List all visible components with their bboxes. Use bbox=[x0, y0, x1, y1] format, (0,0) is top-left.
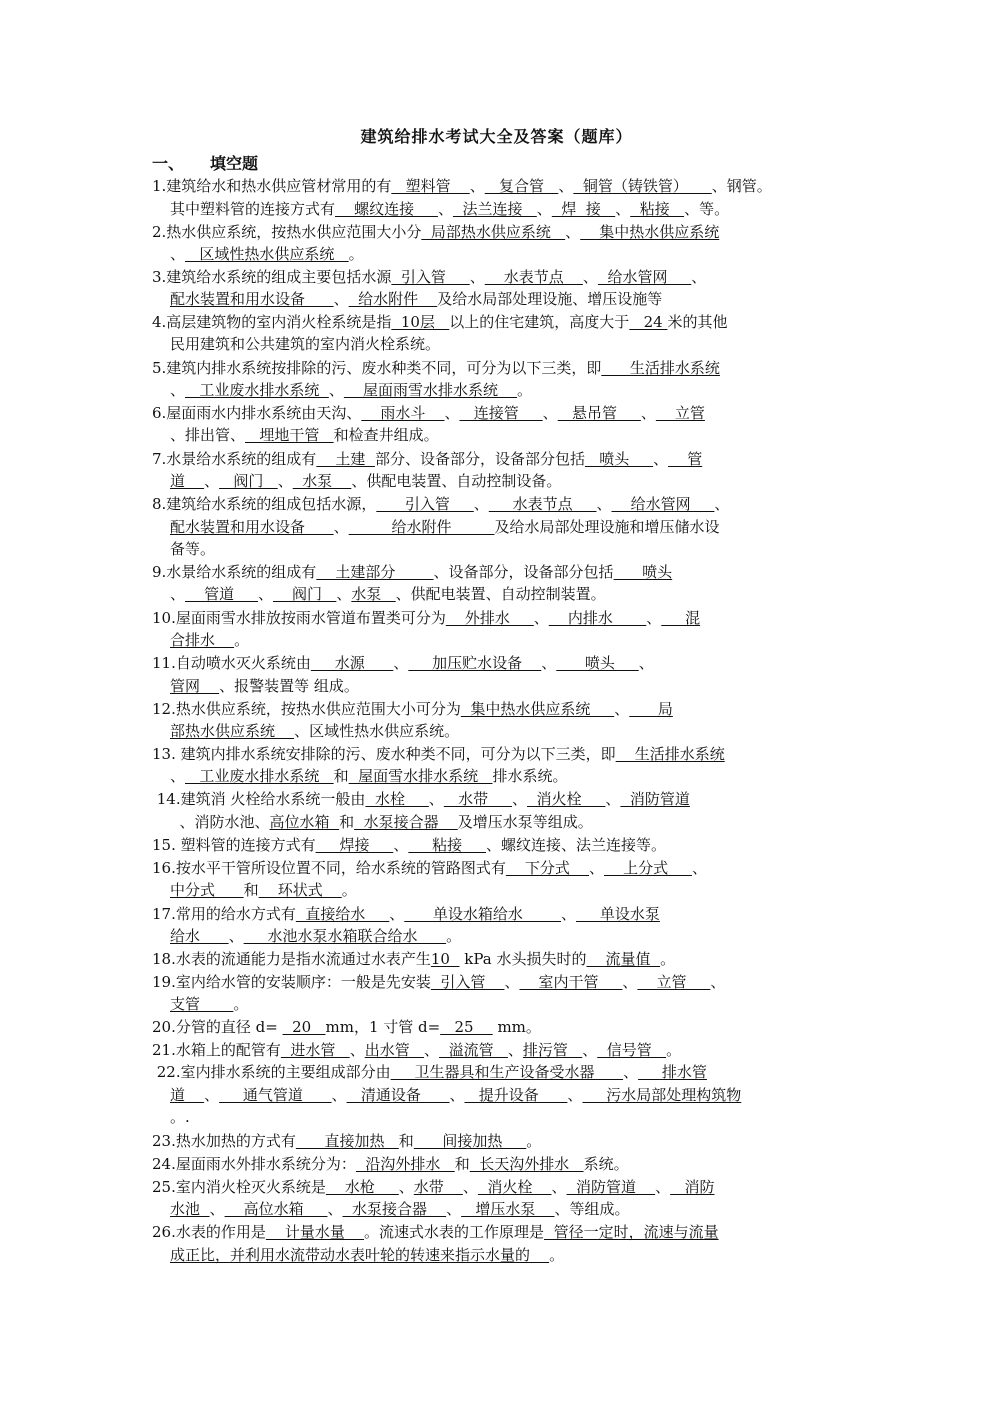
question-line bbox=[152, 1176, 852, 1198]
question-text: 、 bbox=[204, 1086, 220, 1104]
question-line bbox=[170, 1244, 852, 1266]
question-text: 以上的住宅建筑，高度大于 bbox=[449, 313, 630, 331]
question-text: 。 bbox=[526, 1132, 542, 1150]
question-text: 、 bbox=[437, 200, 453, 218]
answer-blank: 单设水泵 bbox=[576, 905, 660, 923]
question-line bbox=[152, 948, 852, 970]
question-line bbox=[152, 971, 852, 993]
question-text: 、 bbox=[393, 836, 409, 854]
question-text: 、 bbox=[277, 472, 293, 490]
answer-blank: 给水管网 bbox=[611, 495, 715, 513]
answer-blank: 给水附件 bbox=[348, 290, 438, 308]
question-text: 14.建筑消 火栓给水系统一般由 bbox=[152, 790, 366, 808]
question-line bbox=[152, 1016, 852, 1038]
question-text: 、供配电装置、自动控制装置。 bbox=[395, 585, 606, 603]
question-line bbox=[170, 993, 852, 1015]
question-line bbox=[152, 175, 852, 197]
question-text: 、消防水池、 bbox=[170, 813, 270, 831]
answer-blank: 消火栓 bbox=[477, 1178, 552, 1196]
question-line bbox=[170, 583, 852, 605]
question-line bbox=[152, 1153, 852, 1175]
question-line bbox=[170, 1198, 852, 1220]
answer-blank: 水表节点 bbox=[484, 268, 583, 286]
question-text: 2.热水供应系统，按热水供应范围大小分 bbox=[152, 223, 422, 241]
question-text: 20.分管的直径 d= bbox=[152, 1018, 283, 1036]
question-text: 、 bbox=[567, 1086, 583, 1104]
question-line bbox=[152, 1039, 852, 1061]
answer-blank: 溢流管 bbox=[439, 1041, 508, 1059]
question-text: 、 bbox=[170, 245, 186, 263]
question-text: 。 bbox=[233, 995, 249, 1013]
question-text: 、 bbox=[228, 927, 244, 945]
question-text: 其中塑料管的连接方式有 bbox=[170, 200, 336, 218]
question-line bbox=[152, 1130, 852, 1152]
question-text: 、区域性热水供应系统。 bbox=[294, 722, 460, 740]
question-text: 、 bbox=[542, 404, 558, 422]
answer-blank: 支管 bbox=[170, 995, 234, 1013]
section-heading bbox=[152, 151, 258, 174]
answer-blank: 计量水量 bbox=[265, 1223, 365, 1241]
question-text: 18.水表的流通能力是指水流通过水表产生 bbox=[152, 950, 431, 968]
question-text: 、 bbox=[333, 518, 349, 536]
question-text: 24.屋面雨水外排水系统分为： bbox=[152, 1155, 356, 1173]
answer-blank: 长天沟外排水 bbox=[469, 1155, 584, 1173]
answer-blank: 复合管 bbox=[484, 177, 559, 195]
answer-blank: 内排水 bbox=[548, 609, 647, 627]
question-text: 。 bbox=[549, 1246, 565, 1264]
question-text: 19.室内给水管的安装顺序：一般是先安装 bbox=[152, 973, 431, 991]
question-text: 、 bbox=[469, 268, 485, 286]
answer-blank: 道 bbox=[170, 1086, 205, 1104]
answer-blank: 焊 接 bbox=[551, 200, 616, 218]
question-text: 7.水景给水系统的组成有 bbox=[152, 450, 317, 468]
question-text: 、 bbox=[558, 177, 574, 195]
answer-blank: 间接加热 bbox=[413, 1132, 527, 1150]
answer-blank: 悬吊管 bbox=[557, 404, 641, 422]
answer-blank: 螺纹连接 bbox=[335, 200, 438, 218]
question-text: 、 bbox=[655, 1178, 671, 1196]
answer-blank: 25 bbox=[440, 1018, 493, 1036]
question-text: 、等。 bbox=[684, 200, 730, 218]
question-line bbox=[170, 379, 852, 401]
question-text: 8.建筑给水系统的组成包括水源， bbox=[152, 495, 377, 513]
question-text: 22.室内排水系统的主要组成部分由 bbox=[152, 1063, 391, 1081]
question-text: 、 bbox=[428, 790, 444, 808]
answer-blank: 喷头 bbox=[556, 654, 639, 672]
question-line bbox=[170, 1106, 852, 1128]
answer-blank: 消防管道 bbox=[566, 1178, 656, 1196]
question-text: 、 bbox=[209, 1200, 225, 1218]
question-text: 、 bbox=[653, 450, 669, 468]
question-text: 、 bbox=[582, 268, 598, 286]
answer-blank: 生活排水系统 bbox=[601, 359, 720, 377]
question-text: 1.建筑给水和热水供应管材常用的有 bbox=[152, 177, 392, 195]
question-line bbox=[170, 925, 852, 947]
question-text: 、 bbox=[469, 177, 485, 195]
question-line bbox=[152, 402, 852, 424]
answer-blank: 水池 bbox=[170, 1200, 210, 1218]
question-line bbox=[152, 357, 852, 379]
question-text: 、 bbox=[507, 1041, 523, 1059]
answer-blank: 区域性热水供应系统 bbox=[185, 245, 349, 263]
question-text: 21.水箱上的配管有 bbox=[152, 1041, 281, 1059]
answer-blank: 给水 bbox=[170, 927, 229, 945]
question-text: 、 bbox=[331, 1086, 347, 1104]
question-text: 、 bbox=[449, 1086, 465, 1104]
question-text: 备等。 bbox=[170, 540, 216, 558]
answer-blank: 粘接 bbox=[408, 836, 487, 854]
question-line bbox=[152, 607, 852, 629]
question-text: 、 bbox=[333, 290, 349, 308]
question-line bbox=[152, 788, 852, 810]
question-text: 。 bbox=[348, 245, 364, 263]
answer-blank: 引入管 bbox=[430, 973, 505, 991]
answer-blank: 土建 bbox=[316, 450, 375, 468]
question-text: 、 bbox=[536, 200, 552, 218]
question-text: 、 bbox=[541, 654, 557, 672]
question-text: 、 bbox=[615, 200, 631, 218]
answer-blank: 增压水泵 bbox=[461, 1200, 555, 1218]
answer-blank: 给水管网 bbox=[597, 268, 692, 286]
question-line bbox=[170, 629, 852, 651]
answer-blank: 法兰连接 bbox=[452, 200, 537, 218]
answer-blank: 消防 bbox=[670, 1178, 715, 1196]
answer-blank: 水泵 bbox=[292, 472, 352, 490]
question-text: 、 bbox=[646, 609, 662, 627]
answer-blank: 卫生器具和生产设备受水器 bbox=[390, 1063, 624, 1081]
question-line bbox=[152, 311, 852, 333]
answer-blank: 直接加热 bbox=[295, 1132, 399, 1150]
question-line bbox=[152, 743, 852, 765]
answer-blank: 部热水供应系统 bbox=[170, 722, 295, 740]
answer-blank: 加压贮水设备 bbox=[408, 654, 542, 672]
question-line bbox=[170, 675, 852, 697]
answer-blank: 雨水斗 bbox=[361, 404, 445, 422]
answer-blank: 排水管 bbox=[638, 1063, 707, 1081]
answer-blank: 局 bbox=[629, 700, 673, 718]
answer-blank: 道 bbox=[170, 472, 205, 490]
answer-blank: 水带 bbox=[413, 1178, 463, 1196]
answer-blank: 流量值 bbox=[586, 950, 661, 968]
question-text: 、 bbox=[691, 859, 707, 877]
question-text: 3.建筑给水系统的组成主要包括水源 bbox=[152, 268, 392, 286]
answer-blank: 塑料管 bbox=[391, 177, 470, 195]
answer-blank: 10层 bbox=[391, 313, 450, 331]
question-text: 11.自动喷水灭火系统由 bbox=[152, 654, 311, 672]
answer-blank: 单设水箱给水 bbox=[404, 905, 562, 923]
answer-blank: 水栓 bbox=[365, 790, 429, 808]
answer-blank: 排污管 bbox=[522, 1041, 583, 1059]
answer-blank: 成正比，并利用水流带动水表叶轮的转速来指示水量的 bbox=[170, 1246, 550, 1264]
answer-blank: 铜管（铸铁管） bbox=[573, 177, 712, 195]
answer-blank: 直接给水 bbox=[295, 905, 390, 923]
answer-blank: 环状式 bbox=[258, 881, 342, 899]
answer-blank: 管道 bbox=[185, 585, 258, 603]
question-text: 部分、设备部分，设备部分包括 bbox=[374, 450, 585, 468]
answer-blank: 集中热水供应系统 bbox=[460, 700, 615, 718]
question-text: 排水系统。 bbox=[492, 767, 568, 785]
answer-blank: 提升设备 bbox=[464, 1086, 568, 1104]
question-text: 、 bbox=[614, 700, 630, 718]
question-text: 、 bbox=[623, 1063, 639, 1081]
question-line bbox=[170, 243, 852, 265]
question-line bbox=[170, 879, 852, 901]
answer-blank: 喷头 bbox=[584, 450, 654, 468]
answer-blank: 管径一定时，流速与流量 bbox=[544, 1223, 719, 1241]
answer-blank: 焊接 bbox=[315, 836, 394, 854]
answer-blank: 引入管 bbox=[376, 495, 474, 513]
question-line bbox=[152, 834, 852, 856]
answer-blank: 通气管道 bbox=[219, 1086, 332, 1104]
question-line bbox=[170, 1084, 852, 1106]
question-text: 、 bbox=[398, 1178, 414, 1196]
answer-blank: 出水管 bbox=[364, 1041, 425, 1059]
question-line bbox=[152, 493, 852, 515]
answer-blank: 阀门 bbox=[272, 585, 337, 603]
question-text: 15. 塑料管的连接方式有 bbox=[152, 836, 316, 854]
answer-blank: 管网 bbox=[170, 677, 220, 695]
question-text: 、 bbox=[714, 495, 730, 513]
question-line bbox=[152, 857, 852, 879]
question-text: 、 bbox=[170, 767, 186, 785]
question-text: 23.热水加热的方式有 bbox=[152, 1132, 296, 1150]
question-text: 、螺纹连接、法兰连接等。 bbox=[486, 836, 667, 854]
answer-blank: 24 bbox=[629, 313, 668, 331]
question-text: 民用建筑和公共建筑的室内消火栓系统。 bbox=[170, 335, 441, 353]
question-text: 25.室内消火栓灭火系统是 bbox=[152, 1178, 326, 1196]
question-text: 、 bbox=[691, 268, 707, 286]
answer-blank: 室内干管 bbox=[519, 973, 623, 991]
answer-blank: 工业废水排水系统 bbox=[185, 381, 329, 399]
answer-blank: 污水局部处理构筑物 bbox=[582, 1086, 742, 1104]
question-line bbox=[152, 266, 852, 288]
question-line bbox=[170, 198, 852, 220]
answer-blank: 屋面雨雪水排水系统 bbox=[343, 381, 518, 399]
question-text: 及增压水泵等组成。 bbox=[457, 813, 593, 831]
question-line bbox=[170, 470, 852, 492]
question-text: 。 bbox=[446, 927, 462, 945]
question-text: 12.热水供应系统，按热水供应范围大小可分为 bbox=[152, 700, 461, 718]
question-text: mm，1 寸管 d= bbox=[325, 1018, 441, 1036]
question-text: kPa 水头损失时的 bbox=[459, 950, 587, 968]
question-text: 米的其他 bbox=[667, 313, 728, 331]
answer-blank: 立管 bbox=[637, 973, 711, 991]
question-line bbox=[152, 561, 852, 583]
answer-blank: 进水管 bbox=[280, 1041, 350, 1059]
answer-blank: 水枪 bbox=[325, 1178, 399, 1196]
question-text: 。 bbox=[517, 381, 533, 399]
question-text: 和 bbox=[339, 813, 355, 831]
answer-blank: 合排水 bbox=[170, 631, 235, 649]
answer-blank: 阀门 bbox=[219, 472, 278, 490]
question-text: 、 bbox=[473, 495, 489, 513]
question-line bbox=[152, 221, 852, 243]
answer-blank: 配水装置和用水设备 bbox=[170, 518, 334, 536]
question-text: 、 bbox=[622, 973, 638, 991]
question-line bbox=[152, 698, 852, 720]
question-text: 、 bbox=[605, 790, 621, 808]
question-text: 、 bbox=[551, 1178, 567, 1196]
question-text: 。 bbox=[341, 881, 357, 899]
answer-blank: 水泵接合器 bbox=[354, 813, 458, 831]
answer-blank: 水源 bbox=[310, 654, 394, 672]
question-text: 5.建筑内排水系统按排除的污、废水种类不同，可分为以下三类，即 bbox=[152, 359, 602, 377]
question-text: 、 bbox=[533, 609, 549, 627]
question-text: 、 bbox=[328, 381, 344, 399]
section-number: 一、 bbox=[152, 154, 185, 173]
question-text: 、 bbox=[504, 973, 520, 991]
answer-blank: 管 bbox=[668, 450, 703, 468]
question-text: 系统。 bbox=[583, 1155, 629, 1173]
answer-blank: 沿沟外排水 bbox=[355, 1155, 455, 1173]
answer-blank: 水泵接合器 bbox=[342, 1200, 447, 1218]
question-text: 、 bbox=[638, 654, 654, 672]
question-text: 、等组成。 bbox=[554, 1200, 630, 1218]
question-text: 6.屋面雨水内排水系统由天沟、 bbox=[152, 404, 362, 422]
answer-blank: 引入管 bbox=[391, 268, 470, 286]
answer-blank: 信号管 bbox=[597, 1041, 667, 1059]
answer-blank: 20 bbox=[282, 1018, 326, 1036]
question-line bbox=[170, 516, 852, 538]
question-line bbox=[170, 765, 852, 787]
question-text: 及给水局部处理设施和增压储水设 bbox=[494, 518, 720, 536]
answer-blank: 消火栓 bbox=[526, 790, 606, 808]
question-text: 、排出管、 bbox=[170, 426, 246, 444]
question-text: 、 bbox=[424, 1041, 440, 1059]
answer-blank: 水池水泵水箱联合给水 bbox=[243, 927, 447, 945]
question-text: 及给水局部处理设施、增压设施等 bbox=[437, 290, 663, 308]
question-text: 26.水表的作用是 bbox=[152, 1223, 266, 1241]
answer-blank: 配水装置和用水设备 bbox=[170, 290, 334, 308]
question-line bbox=[152, 903, 852, 925]
question-text: 10.屋面雨雪水排放按雨水管道布置类可分为 bbox=[152, 609, 446, 627]
question-text: 、 bbox=[336, 585, 352, 603]
answer-blank: 水带 bbox=[443, 790, 512, 808]
question-line bbox=[170, 811, 852, 833]
question-text: 、 bbox=[582, 1041, 598, 1059]
document-title: 建筑给排水考试大全及答案（题库） bbox=[360, 127, 633, 146]
question-text: 、 bbox=[204, 472, 220, 490]
question-text: 、 bbox=[257, 585, 273, 603]
question-text: 、 bbox=[596, 495, 612, 513]
question-text: 、钢管。 bbox=[711, 177, 772, 195]
answer-blank: 粘接 bbox=[630, 200, 685, 218]
question-text: 9.水景给水系统的组成有 bbox=[152, 563, 317, 581]
question-line bbox=[170, 333, 852, 355]
question-line bbox=[152, 448, 852, 470]
question-text: 和 bbox=[243, 881, 259, 899]
question-text: 、 bbox=[444, 404, 460, 422]
answer-blank: 10 bbox=[430, 950, 460, 968]
answer-blank: 连接管 bbox=[459, 404, 543, 422]
question-line bbox=[152, 1061, 852, 1083]
question-text: 。 bbox=[666, 1041, 682, 1059]
answer-blank: 中分式 bbox=[170, 881, 244, 899]
answer-blank: 生活排水系统 bbox=[615, 745, 725, 763]
question-text: 、 bbox=[327, 1200, 343, 1218]
question-line bbox=[152, 652, 852, 674]
question-text: 。 bbox=[660, 950, 676, 968]
answer-blank: 喷头 bbox=[613, 563, 673, 581]
answer-blank: 屋面雪水排水系统 bbox=[348, 767, 493, 785]
answer-blank: 工业废水排水系统 bbox=[185, 767, 334, 785]
question-text: 13. 建筑内排水系统安排除的污、废水种类不同，可分为以下三类，即 bbox=[152, 745, 616, 763]
question-text: 17.常用的给水方式有 bbox=[152, 905, 296, 923]
answer-blank: 上分式 bbox=[604, 859, 692, 877]
question-text: 、 bbox=[589, 859, 605, 877]
question-text: 、 bbox=[561, 905, 577, 923]
question-text: 。流速式水表的工作原理是 bbox=[364, 1223, 545, 1241]
section-label: 填空题 bbox=[210, 154, 259, 173]
answer-blank: 水表节点 bbox=[488, 495, 597, 513]
question-text: 、 bbox=[349, 1041, 365, 1059]
question-text: 、 bbox=[446, 1200, 462, 1218]
question-line bbox=[170, 538, 852, 560]
answer-blank: 局部热水供应系统 bbox=[421, 223, 566, 241]
question-text: 、 bbox=[640, 404, 656, 422]
question-text: 和检查井组成。 bbox=[333, 426, 439, 444]
question-line bbox=[152, 1221, 852, 1243]
question-text: 。. bbox=[170, 1108, 190, 1126]
question-text: 、设备部分，设备部分包括 bbox=[433, 563, 614, 581]
question-text: 、 bbox=[710, 973, 726, 991]
question-text: 和 bbox=[454, 1155, 470, 1173]
answer-blank: 给水附件 bbox=[348, 518, 495, 536]
answer-blank: 立管 bbox=[655, 404, 705, 422]
answer-blank: 土建部分 bbox=[316, 563, 434, 581]
question-line bbox=[170, 424, 852, 446]
answer-blank: 消防管道 bbox=[620, 790, 690, 808]
question-text: 和 bbox=[333, 767, 349, 785]
answer-blank: 高位水箱 bbox=[269, 813, 340, 831]
question-text: 、 bbox=[462, 1178, 478, 1196]
question-text: 、供配电装置、自动控制设备。 bbox=[351, 472, 562, 490]
answer-blank: 下分式 bbox=[505, 859, 590, 877]
question-text: 和 bbox=[398, 1132, 414, 1150]
answer-blank: 埋地干管 bbox=[245, 426, 334, 444]
question-text: 、 bbox=[393, 654, 409, 672]
question-line bbox=[170, 720, 852, 742]
question-text: 、报警装置等 组成。 bbox=[219, 677, 359, 695]
question-text: 、 bbox=[170, 585, 186, 603]
question-text: mm。 bbox=[492, 1018, 541, 1036]
answer-blank: 清通设备 bbox=[346, 1086, 450, 1104]
question-text: 16.按水平干管所设位置不同，给水系统的管路图式有 bbox=[152, 859, 506, 877]
question-text: 、 bbox=[170, 381, 186, 399]
question-text: 4.高层建筑物的室内消火栓系统是指 bbox=[152, 313, 392, 331]
answer-blank: 高位水箱 bbox=[224, 1200, 328, 1218]
answer-blank: 集中热水供应系统 bbox=[580, 223, 720, 241]
question-line bbox=[170, 288, 852, 310]
question-text: 、 bbox=[389, 905, 405, 923]
question-text: 。 bbox=[234, 631, 250, 649]
question-text: 、 bbox=[565, 223, 581, 241]
answer-blank: 外排水 bbox=[445, 609, 534, 627]
answer-blank: 水泵 bbox=[351, 585, 396, 603]
question-text: 、 bbox=[511, 790, 527, 808]
answer-blank: 混 bbox=[661, 609, 701, 627]
